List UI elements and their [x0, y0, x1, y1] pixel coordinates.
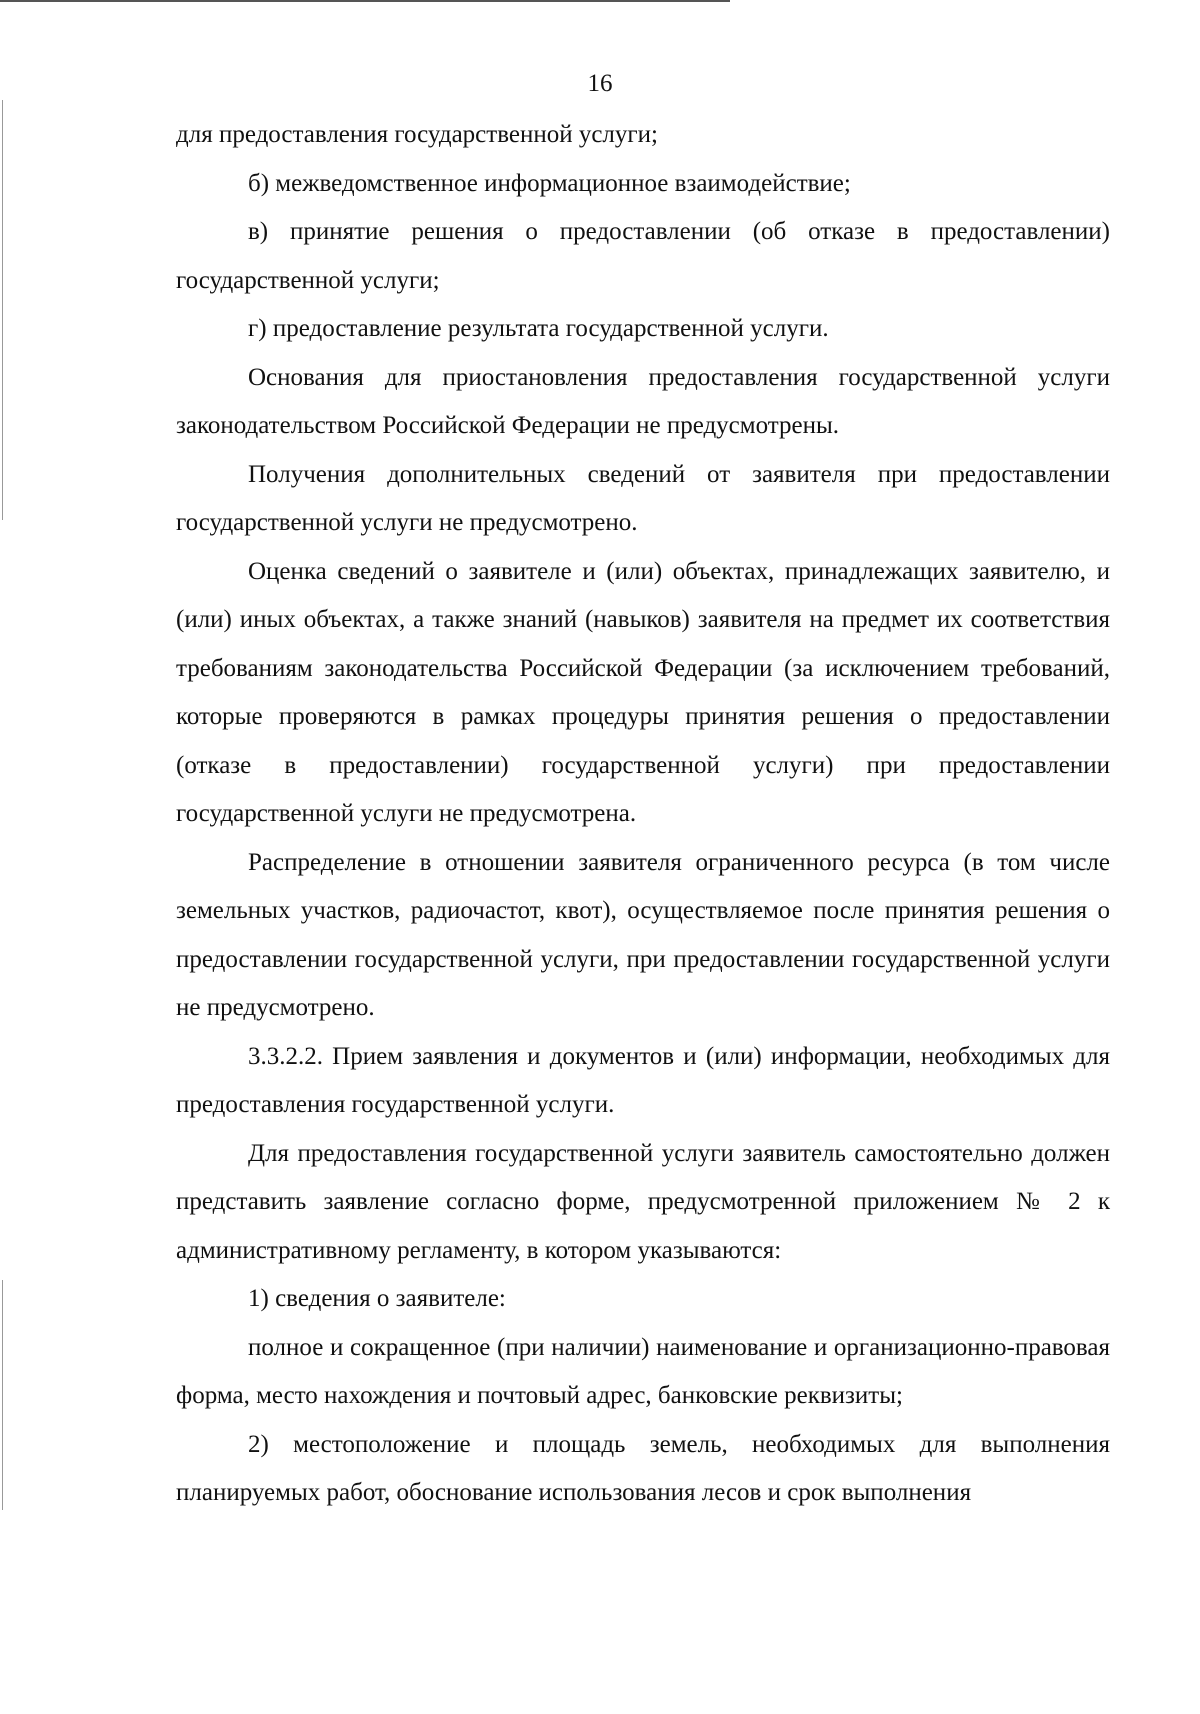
paragraph: в) принятие решения о предоставлении (об отказе в предоставлении) государственной услуги; [176, 218, 1110, 294]
paragraph: 1) сведения о заявителе: [248, 1285, 506, 1312]
paragraph: Распределение в отношении заявителя ограниченного ресурса (в том числе земельных участков, радиочастот, квот), осуществляемое после принятия решения о предоставлении государственной услуги, при предоставлении государственной услуги не предусмотрено. [176, 848, 1110, 1021]
paragraph: для предоставления государственной услуги; [176, 121, 658, 148]
document-body [176, 111, 1110, 1518]
paragraph: г) предоставление результата государственной услуги. [248, 315, 829, 342]
scan-margin-mark [2, 1280, 3, 1510]
scan-margin-mark [2, 100, 3, 520]
top-rule [0, 0, 730, 2]
paragraph: 3.3.2.2. Прием заявления и документов и (или) информации, необходимых для предоставления государственной услуги. [176, 1042, 1110, 1118]
paragraph: Для предоставления государственной услуги заявитель самостоятельно должен представить заявление согласно форме, предусмотренной приложением № 2 к административному регламенту, в котором указываются: [176, 1139, 1110, 1264]
paragraph: 2) местоположение и площадь земель, необходимых для выполнения планируемых работ, обоснование использования лесов и срок выполнения [176, 1430, 1110, 1506]
paragraph: Оценка сведений о заявителе и (или) объектах, принадлежащих заявителю, и (или) иных объектах, а также знаний (навыков) заявителя на предмет их соответствия требованиям законодательства Российской Федерации (за исключением требований, которые проверяются в рамках процедуры принятия решения о предоставлении (отказе в предоставлении) государственной услуги) при предоставлении государственной услуги не предусмотрена. [176, 557, 1110, 827]
paragraph: Получения дополнительных сведений от заявителя при предоставлении государственной услуги не предусмотрено. [176, 460, 1110, 536]
paragraph: б) межведомственное информационное взаимодействие; [248, 169, 851, 197]
page-number: 16 [587, 70, 613, 97]
paragraph: полное и сокращенное (при наличии) наименование и организационно-правовая форма, место нахождения и почтовый адрес, банковские реквизиты; [176, 1333, 1110, 1409]
paragraph: Основания для приостановления предоставления государственной услуги законодательством Российской Федерации не предусмотрены. [176, 363, 1110, 439]
